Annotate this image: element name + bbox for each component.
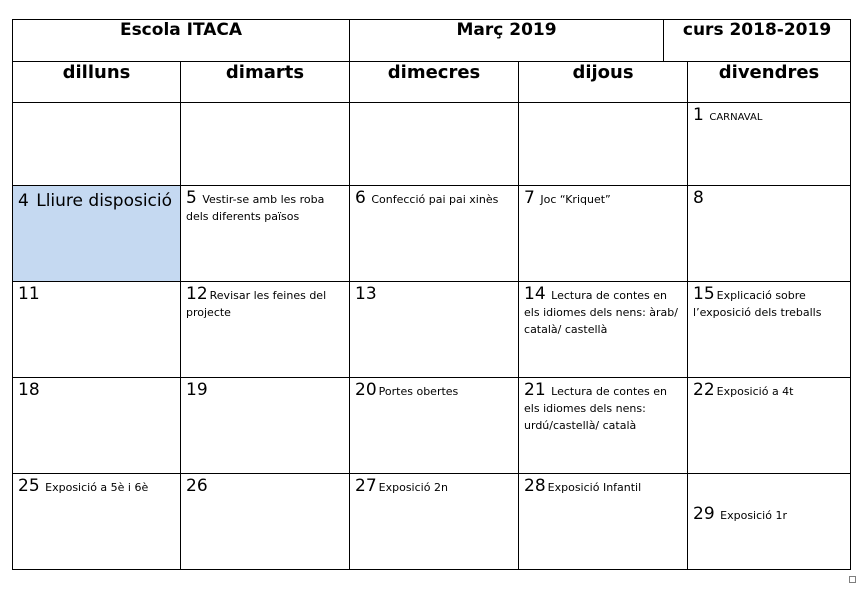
- day-cell: [519, 474, 688, 570]
- day-number: 21: [524, 380, 546, 400]
- weekday-tuesday: dimarts: [181, 62, 350, 103]
- day-cell: [181, 474, 350, 570]
- week-row: [13, 186, 851, 282]
- week-row: [13, 282, 851, 378]
- day-cell: [181, 282, 350, 378]
- day-number: 5: [186, 188, 197, 208]
- day-number: 1: [693, 105, 704, 125]
- weekday-friday: divendres: [688, 62, 851, 103]
- day-event: Exposició a 5è i 6è: [45, 481, 149, 494]
- day-number: 20: [355, 380, 377, 400]
- day-number: 28: [524, 476, 546, 496]
- day-cell: [13, 378, 181, 474]
- day-number: 19: [186, 380, 208, 400]
- day-number: 6: [355, 188, 366, 208]
- day-number: 25: [18, 476, 40, 496]
- day-event: Exposició 1r: [720, 509, 787, 522]
- day-event: Exposició a 4t: [716, 385, 794, 398]
- day-cell: [350, 282, 519, 378]
- day-cell-highlighted: [13, 186, 181, 282]
- weekday-wednesday: dimecres: [350, 62, 519, 103]
- day-cell: [350, 378, 519, 474]
- day-cell: [350, 474, 519, 570]
- day-cell: [688, 474, 851, 570]
- day-number: 13: [355, 284, 377, 304]
- day-number: 12: [186, 284, 208, 304]
- day-number: 26: [186, 476, 208, 496]
- month-title: Març 2019: [350, 20, 664, 62]
- calendar-table: [12, 19, 851, 570]
- day-cell: [13, 474, 181, 570]
- day-number: 8: [693, 188, 704, 208]
- school-name: Escola ITACA: [13, 20, 350, 62]
- day-event: Explicació sobre l’exposició dels treballs: [693, 289, 822, 319]
- day-cell: [688, 378, 851, 474]
- weekday-thursday: dijous: [519, 62, 688, 103]
- course-year: curs 2018-2019: [664, 20, 851, 62]
- day-event: Confecció pai pai xinès: [371, 193, 499, 206]
- day-cell: [519, 103, 688, 186]
- week-row: [13, 103, 851, 186]
- day-number: 22: [693, 380, 715, 400]
- day-event: Lliure disposició: [36, 191, 173, 211]
- day-event: Portes obertes: [378, 385, 459, 398]
- day-cell: [13, 103, 181, 186]
- day-number: 27: [355, 476, 377, 496]
- day-event: Lectura de contes en els idiomes dels nens: àrab/ català/ castellà: [524, 289, 678, 336]
- day-event: Joc “Kriquet”: [540, 193, 611, 206]
- day-number: 4: [18, 191, 29, 211]
- day-cell: [519, 282, 688, 378]
- day-cell: [688, 186, 851, 282]
- day-cell: [350, 186, 519, 282]
- day-number: 15: [693, 284, 715, 304]
- week-row: [13, 474, 851, 570]
- day-cell: [181, 103, 350, 186]
- day-cell: [13, 282, 181, 378]
- day-event: Vestir-se amb les roba dels diferents països: [186, 193, 325, 223]
- day-cell: [688, 282, 851, 378]
- day-cell: [519, 378, 688, 474]
- weekday-monday: dilluns: [13, 62, 181, 103]
- table-resize-handle[interactable]: [849, 576, 856, 583]
- day-cell: [181, 186, 350, 282]
- day-cell: [688, 103, 851, 186]
- day-event: Exposició 2n: [378, 481, 448, 494]
- day-cell: [181, 378, 350, 474]
- weekday-header-row: [13, 62, 851, 103]
- day-number: 14: [524, 284, 546, 304]
- day-event: Revisar les feines del projecte: [186, 289, 327, 319]
- day-event: Lectura de contes en els idiomes dels nens: urdú/castellà/ català: [524, 385, 667, 432]
- week-row: [13, 378, 851, 474]
- day-cell: [519, 186, 688, 282]
- day-number: 18: [18, 380, 40, 400]
- day-event: CARNAVAL: [709, 112, 763, 123]
- day-event: Exposició Infantil: [547, 481, 642, 494]
- day-number: 7: [524, 188, 535, 208]
- day-cell: [350, 103, 519, 186]
- day-number: 11: [18, 284, 40, 304]
- day-number: 29: [693, 504, 715, 524]
- title-row: [13, 20, 851, 62]
